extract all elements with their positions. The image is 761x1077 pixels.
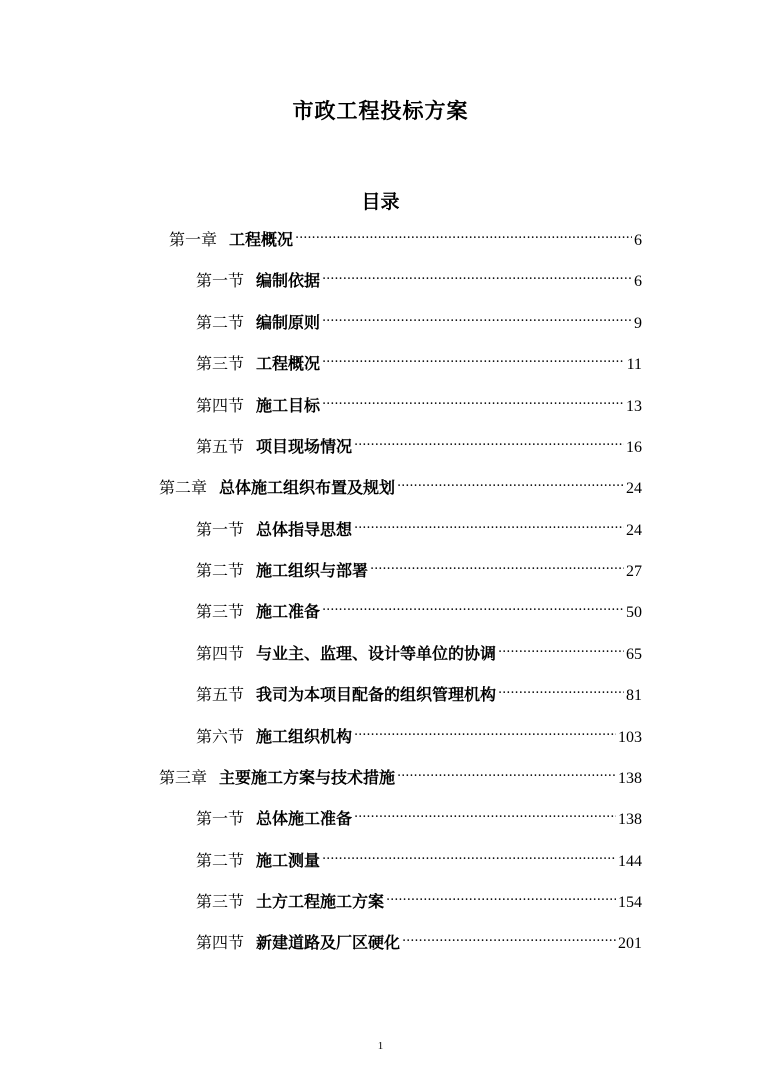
toc-entry-section[interactable] bbox=[196, 633, 642, 663]
toc-leader-dots bbox=[322, 591, 624, 617]
toc-entry-title: 工程概况 bbox=[229, 230, 294, 249]
toc-entry-number: 第五节 bbox=[196, 437, 245, 456]
toc-entry-section[interactable] bbox=[196, 509, 642, 539]
toc-entry-title: 工程概况 bbox=[256, 354, 321, 373]
toc-leader-dots bbox=[322, 302, 632, 328]
toc-entry-page: 11 bbox=[626, 356, 642, 373]
toc-leader-dots bbox=[322, 343, 625, 369]
toc-entry-page: 103 bbox=[618, 729, 642, 746]
toc-entry-number: 第二节 bbox=[196, 851, 245, 870]
toc-entry-number: 第一节 bbox=[196, 520, 245, 539]
toc-entry-number: 第四节 bbox=[196, 644, 245, 663]
toc-entry-page: 201 bbox=[618, 935, 642, 952]
toc-entry-section[interactable] bbox=[196, 922, 642, 952]
toc-entry-title: 总体指导思想 bbox=[256, 520, 353, 539]
document-title: 市政工程投标方案 bbox=[292, 99, 469, 123]
toc-entry-title: 新建道路及厂区硬化 bbox=[256, 933, 401, 952]
toc-leader-dots bbox=[354, 798, 616, 824]
toc-leader-dots bbox=[397, 467, 624, 493]
toc-entry-title: 施工组织与部署 bbox=[256, 561, 369, 580]
toc-entry-page: 13 bbox=[626, 398, 642, 415]
toc-entry-title: 施工组织机构 bbox=[256, 727, 353, 746]
toc-entry-title: 我司为本项目配备的组织管理机构 bbox=[256, 685, 497, 704]
toc-entry-section[interactable] bbox=[196, 426, 642, 456]
toc-entry-chapter[interactable] bbox=[169, 219, 642, 249]
toc-entry-page: 9 bbox=[634, 315, 642, 332]
toc-entry-section[interactable] bbox=[196, 343, 642, 373]
toc-entry-page: 50 bbox=[626, 604, 642, 621]
toc-leader-dots bbox=[322, 260, 632, 286]
toc-entry-section[interactable] bbox=[196, 881, 642, 911]
toc-entry-page: 24 bbox=[626, 522, 642, 539]
toc-entry-chapter[interactable] bbox=[159, 467, 642, 497]
toc-entry-number: 第二章 bbox=[159, 478, 208, 497]
toc-entry-number: 第六节 bbox=[196, 727, 245, 746]
toc-entry-number: 第一节 bbox=[196, 271, 245, 290]
toc-entry-section[interactable] bbox=[196, 591, 642, 621]
toc-entry-section[interactable] bbox=[196, 798, 642, 828]
toc-entry-number: 第五节 bbox=[196, 685, 245, 704]
toc-entry-title: 编制依据 bbox=[256, 271, 321, 290]
page-number: 1 bbox=[377, 1040, 384, 1052]
toc-entry-section[interactable] bbox=[196, 840, 642, 870]
toc-entry-section[interactable] bbox=[196, 716, 642, 746]
toc-entry-section[interactable] bbox=[196, 385, 642, 415]
toc-entry-number: 第三节 bbox=[196, 354, 245, 373]
toc-entry-page: 138 bbox=[618, 811, 642, 828]
toc-entry-section[interactable] bbox=[196, 260, 642, 290]
toc-entry-title: 项目现场情况 bbox=[256, 437, 353, 456]
toc-entry-page: 138 bbox=[618, 770, 642, 787]
toc-entry-title: 施工测量 bbox=[256, 851, 321, 870]
toc-entry-page: 65 bbox=[626, 646, 642, 663]
toc-leader-dots bbox=[354, 509, 624, 535]
toc-entry-number: 第二节 bbox=[196, 313, 245, 332]
toc-entry-page: 6 bbox=[634, 232, 642, 249]
toc-entry-page: 24 bbox=[626, 480, 642, 497]
toc-entry-title: 与业主、监理、设计等单位的协调 bbox=[256, 644, 497, 663]
toc-entry-number: 第二节 bbox=[196, 561, 245, 580]
toc-entry-title: 施工准备 bbox=[256, 602, 321, 621]
toc-leader-dots bbox=[498, 674, 624, 700]
toc-leader-dots bbox=[498, 633, 624, 659]
toc-entry-page: 16 bbox=[626, 439, 642, 456]
toc-entry-page: 6 bbox=[634, 273, 642, 290]
toc-entry-number: 第四节 bbox=[196, 933, 245, 952]
toc-entry-page: 81 bbox=[626, 687, 642, 704]
toc-entry-title: 总体施工准备 bbox=[256, 809, 353, 828]
toc-entry-section[interactable] bbox=[196, 550, 642, 580]
toc-entry-title: 编制原则 bbox=[256, 313, 321, 332]
toc-entry-page: 144 bbox=[618, 853, 642, 870]
toc-entry-section[interactable] bbox=[196, 302, 642, 332]
toc-entry-number: 第四节 bbox=[196, 396, 245, 415]
toc-leader-dots bbox=[354, 716, 616, 742]
toc-leader-dots bbox=[370, 550, 624, 576]
toc-leader-dots bbox=[322, 840, 616, 866]
toc-entry-page: 154 bbox=[618, 894, 642, 911]
toc-leader-dots bbox=[295, 219, 632, 245]
toc-entry-page: 27 bbox=[626, 563, 642, 580]
toc-entry-number: 第三节 bbox=[196, 892, 245, 911]
toc-entry-number: 第一节 bbox=[196, 809, 245, 828]
toc-entry-section[interactable] bbox=[196, 674, 642, 704]
toc-leader-dots bbox=[322, 385, 624, 411]
toc-entry-title: 施工目标 bbox=[256, 396, 321, 415]
toc-leader-dots bbox=[386, 881, 616, 907]
toc-entry-title: 总体施工组织布置及规划 bbox=[219, 478, 396, 497]
toc-leader-dots bbox=[402, 922, 616, 948]
toc-entry-number: 第一章 bbox=[169, 230, 218, 249]
toc-leader-dots bbox=[354, 426, 624, 452]
toc-entry-title: 主要施工方案与技术措施 bbox=[219, 768, 396, 787]
toc-entry-number: 第三节 bbox=[196, 602, 245, 621]
toc-leader-dots bbox=[397, 757, 616, 783]
toc-entry-chapter[interactable] bbox=[159, 757, 642, 787]
toc-entry-number: 第三章 bbox=[159, 768, 208, 787]
toc-heading: 目录 bbox=[361, 191, 400, 213]
toc-entry-title: 土方工程施工方案 bbox=[256, 892, 385, 911]
